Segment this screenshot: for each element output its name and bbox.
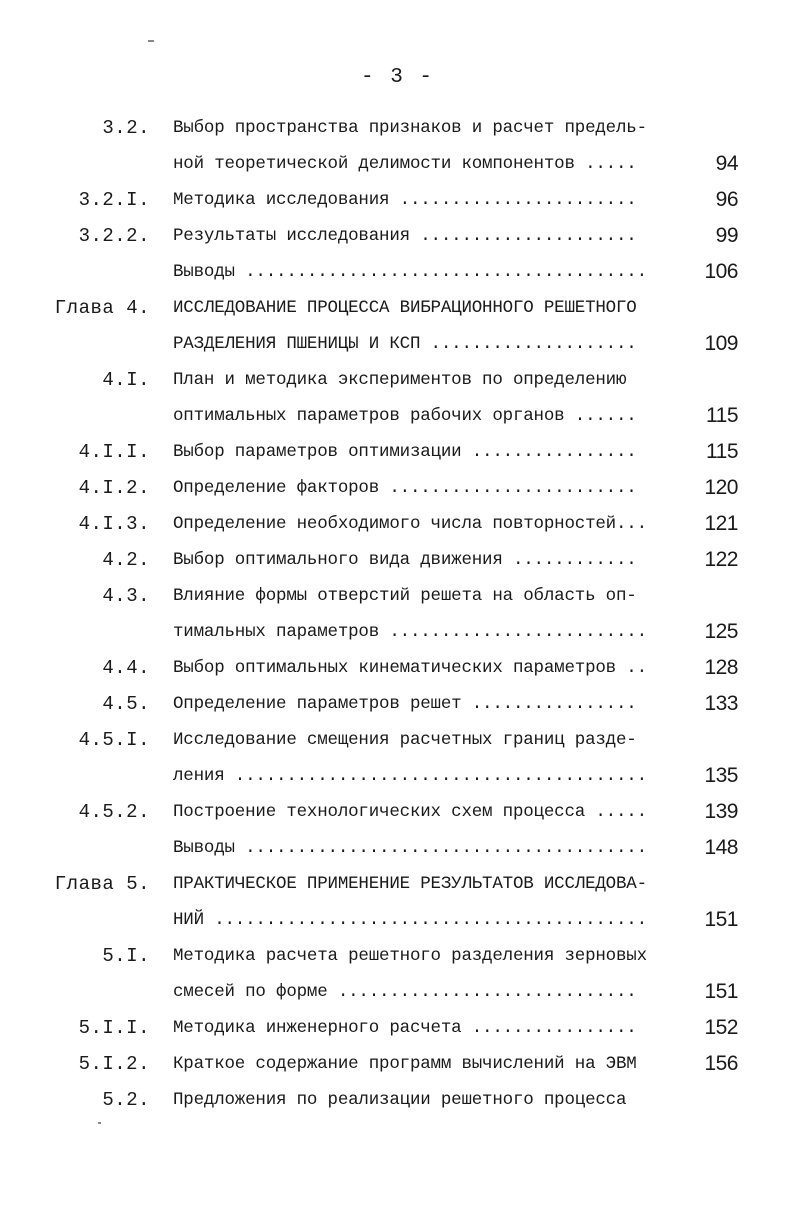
toc-entry (0, 470, 795, 506)
toc-entry-number: Глава 4. (54, 297, 150, 319)
toc-entry-number: 4.3. (102, 585, 150, 607)
toc-entry-title-line: ной теоретической делимости компонентов ..... (173, 154, 637, 174)
toc-entry-title-line: оптимальных параметров рабочих органов ...... (173, 406, 637, 426)
toc-entry-title-line: ления ........................................ (173, 766, 647, 786)
toc-entry-title-line: ИССЛЕДОВАНИЕ ПРОЦЕССА ВИБРАЦИОННОГО РЕШЕТНОГО (173, 298, 637, 318)
scan-speck (98, 1122, 101, 1124)
toc-entry (0, 182, 795, 218)
toc-entry-number: 4.I.I. (78, 441, 150, 463)
toc-entry-page: 139 (704, 800, 738, 823)
toc-entry-number: 4.I.3. (78, 513, 150, 535)
toc-entry-title-line: Построение технологических схем процесса ..... (173, 802, 647, 822)
toc-entry-title-line: Определение параметров решет ................ (173, 694, 637, 714)
toc-entry-page: 135 (704, 764, 738, 787)
toc-entry-page: 152 (704, 1016, 738, 1039)
toc-entry-title-line: Выбор оптимального вида движения ............ (173, 550, 637, 570)
toc-entry (0, 686, 795, 722)
toc-entry-page: 121 (704, 512, 738, 535)
toc-entry-page: 125 (704, 620, 738, 643)
toc-entry-title-line: Результаты исследования ..................... (173, 226, 637, 246)
toc-entry-title-line: Методика инженерного расчета ................ (173, 1018, 637, 1038)
toc-entry-page: 115 (706, 440, 738, 463)
toc-entry-number: 4.I. (102, 369, 150, 391)
toc-entry (0, 218, 795, 254)
toc-entry-title-line: Выбор параметров оптимизации ................ (173, 442, 637, 462)
toc-entry (0, 506, 795, 542)
toc-entry-number: Глава 5. (54, 873, 150, 895)
scan-speck (148, 40, 154, 42)
toc-entry-number: 4.5. (102, 693, 150, 715)
toc-entry (0, 1010, 795, 1046)
toc-entry-title-line: РАЗДЕЛЕНИЯ ПШЕНИЦЫ И КСП .................... (173, 334, 637, 354)
toc-entry-title-line: Определение факторов ........................ (173, 478, 637, 498)
toc-entry-page: 151 (704, 980, 738, 1003)
toc-entry-page: 99 (715, 224, 738, 247)
toc-entry (0, 362, 795, 434)
toc-entry-page: 156 (704, 1052, 738, 1075)
toc-entry (0, 866, 795, 938)
toc-entry-page: 96 (715, 188, 738, 211)
toc-entry-number: 5.2. (102, 1089, 150, 1111)
toc-entry-page: 148 (704, 836, 738, 859)
toc-entry (0, 110, 795, 182)
toc-entry-page: 120 (704, 476, 738, 499)
toc-entry-title-line: Выводы ....................................... (173, 838, 647, 858)
toc-entry-title-line: Выбор оптимальных кинематических параметров .. (173, 658, 647, 678)
toc-entry (0, 1082, 795, 1118)
toc-entry-title-line: Методика расчета решетного разделения зерновых (173, 946, 647, 966)
toc-entry-title-line: Выбор пространства признаков и расчет предель- (173, 118, 647, 138)
toc-entry-number: 5.I.I. (78, 1017, 150, 1039)
toc-entry-title-line: План и методика экспериментов по определению (173, 370, 627, 390)
toc-entry-title-line: смесей по форме ............................. (173, 982, 637, 1002)
toc-entry-number: 4.4. (102, 657, 150, 679)
toc-entry (0, 1046, 795, 1082)
toc-entry-page: 106 (704, 260, 738, 283)
toc-entry (0, 254, 795, 290)
toc-entry-page: 151 (704, 908, 738, 931)
toc-entry-number: 4.I.2. (78, 477, 150, 499)
toc-entry-page: 94 (715, 152, 738, 175)
toc-entry-number: 4.2. (102, 549, 150, 571)
toc-entry-title-line: Влияние формы отверстий решета на область оп- (173, 586, 637, 606)
toc-entry (0, 794, 795, 830)
toc-entry-title-line: Краткое содержание программ вычислений на ЭВМ (173, 1054, 637, 1074)
toc-entry-page: 128 (704, 656, 738, 679)
toc-entry (0, 290, 795, 362)
toc-entry-title-line: ПРАКТИЧЕСКОЕ ПРИМЕНЕНИЕ РЕЗУЛЬТАТОВ ИССЛЕДОВА- (173, 874, 647, 894)
toc-entry-number: 5.I.2. (78, 1053, 150, 1075)
toc-entry-number: 3.2. (102, 117, 150, 139)
toc-entry-number: 5.I. (102, 945, 150, 967)
toc-entry-number: 4.5.2. (78, 801, 150, 823)
toc-entry-title-line: НИЙ .......................................... (173, 910, 647, 930)
toc-entry-title-line: Методика исследования ....................... (173, 190, 637, 210)
toc-entry (0, 938, 795, 1010)
page-number: - 3 - (360, 66, 434, 89)
toc-entry (0, 434, 795, 470)
toc-entry-page: 109 (704, 332, 738, 355)
toc-entry (0, 578, 795, 650)
toc-entry (0, 650, 795, 686)
toc-entry-title-line: Исследование смещения расчетных границ разде- (173, 730, 637, 750)
toc-entry-title-line: тимальных параметров ......................... (173, 622, 647, 642)
toc-entry-title-line: Выводы ....................................... (173, 262, 647, 282)
toc-entry-page: 133 (704, 692, 738, 715)
toc-entry-number: 3.2.I. (78, 189, 150, 211)
toc-entry-title-line: Предложения по реализации решетного процесса (173, 1090, 627, 1110)
toc-entry-number: 4.5.I. (78, 729, 150, 751)
toc-entry-page: 122 (704, 548, 738, 571)
toc-entry-title-line: Определение необходимого числа повторностей... (173, 514, 647, 534)
toc-entry (0, 830, 795, 866)
toc-entry (0, 542, 795, 578)
toc-entry-page: 115 (706, 404, 738, 427)
toc-entry (0, 722, 795, 794)
toc-entry-number: 3.2.2. (78, 225, 150, 247)
